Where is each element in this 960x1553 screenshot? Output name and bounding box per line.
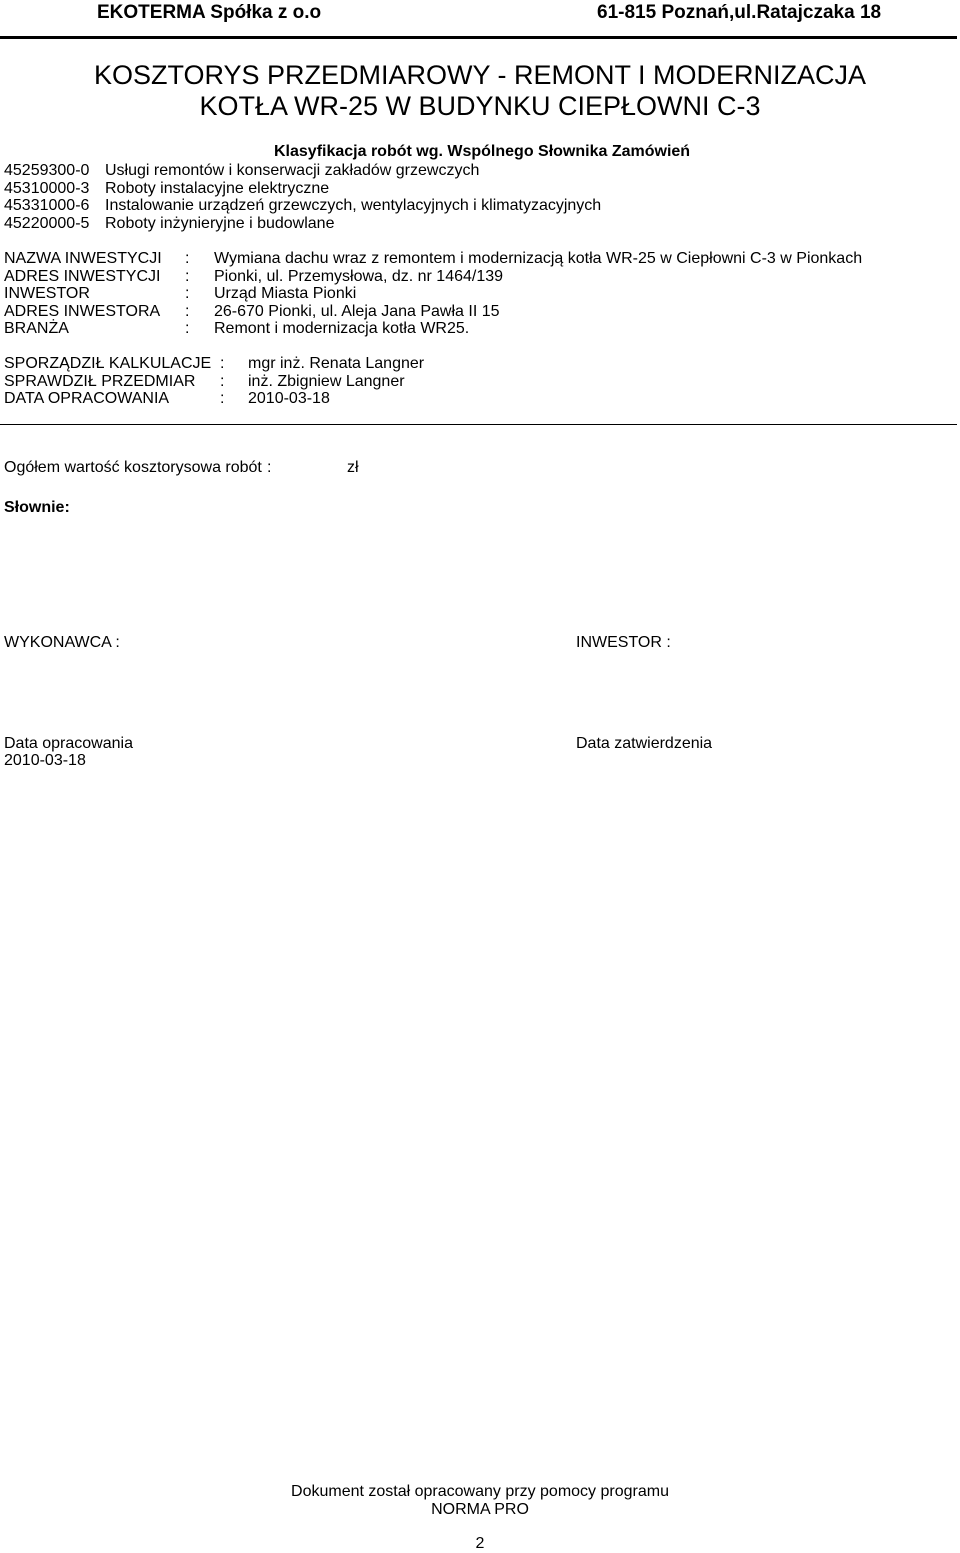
classification-heading: Klasyfikacja robót wg. Wspólnego Słownika Zamówień <box>274 143 691 160</box>
prepared-value: mgr inż. Renata Langner <box>248 355 425 372</box>
investment-label: ADRES INWESTYCJI <box>4 268 161 285</box>
classification-code: 45220000-5 <box>4 215 90 232</box>
investment-separator: : <box>185 303 190 320</box>
investment-separator: : <box>185 268 190 285</box>
prepared-separator: : <box>220 355 225 372</box>
prepared-value: inż. Zbigniew Langner <box>248 373 405 390</box>
prepared-value: 2010-03-18 <box>248 390 330 407</box>
document-title-line2: KOTŁA WR-25 W BUDYNKU CIEPŁOWNI C-3 <box>199 91 761 121</box>
header-rule <box>0 36 957 39</box>
total-separator: : <box>267 459 272 476</box>
document-title-line1: KOSZTORYS PRZEDMIAROWY - REMONT I MODERNIZACJA <box>93 60 867 90</box>
classification-code: 45310000-3 <box>4 180 90 197</box>
investment-separator: : <box>185 285 190 302</box>
page-number: 2 <box>475 1535 485 1552</box>
approval-date-label: Data zatwierdzenia <box>576 735 713 752</box>
classification-code: 45331000-6 <box>4 197 90 214</box>
prep-date-label: Data opracowania <box>4 735 133 752</box>
footer-line1: Dokument został opracowany przy pomocy programu <box>291 1483 669 1500</box>
investment-label: BRANŻA <box>4 320 69 337</box>
classification-desc: Roboty instalacyjne elektryczne <box>105 180 330 197</box>
contractor-label: WYKONAWCA : <box>4 634 120 651</box>
investment-separator: : <box>185 320 190 337</box>
prepared-separator: : <box>220 373 225 390</box>
investment-value: Pionki, ul. Przemysłowa, dz. nr 1464/139 <box>214 268 504 285</box>
investment-value: Urząd Miasta Pionki <box>214 285 357 302</box>
company-name: EKOTERMA Spółka z o.o <box>97 2 322 23</box>
investment-label: ADRES INWESTORA <box>4 303 161 320</box>
classification-desc: Roboty inżynieryjne i budowlane <box>105 215 335 232</box>
investment-label: NAZWA INWESTYCJI <box>4 250 162 267</box>
total-currency: zł <box>347 459 359 476</box>
section-divider <box>0 424 957 425</box>
footer-line2: NORMA PRO <box>431 1501 529 1518</box>
prep-date-value: 2010-03-18 <box>4 752 86 769</box>
prepared-separator: : <box>220 390 225 407</box>
investment-label: INWESTOR <box>4 285 90 302</box>
prepared-label: SPRAWDZIŁ PRZEDMIAR <box>4 373 196 390</box>
investment-value: Wymiana dachu wraz z remontem i modernizacją kotła WR-25 w Ciepłowni C-3 w Pionkach <box>214 250 863 267</box>
prepared-label: SPORZĄDZIŁ KALKULACJE <box>4 355 212 372</box>
prepared-label: DATA OPRACOWANIA <box>4 390 170 407</box>
company-address: 61-815 Poznań,ul.Ratajczaka 18 <box>597 2 882 23</box>
investment-value: 26-670 Pionki, ul. Aleja Jana Pawła II 15 <box>214 303 500 320</box>
total-label: Ogółem wartość kosztorysowa robót <box>4 459 262 476</box>
words-label: Słownie: <box>4 499 70 516</box>
investment-separator: : <box>185 250 190 267</box>
classification-code: 45259300-0 <box>4 162 90 179</box>
classification-desc: Usługi remontów i konserwacji zakładów grzewczych <box>105 162 480 179</box>
classification-desc: Instalowanie urządzeń grzewczych, wentylacyjnych i klimatyzacyjnych <box>105 197 602 214</box>
investment-value: Remont i modernizacja kotła WR25. <box>214 320 470 337</box>
investor-label: INWESTOR : <box>576 634 671 651</box>
